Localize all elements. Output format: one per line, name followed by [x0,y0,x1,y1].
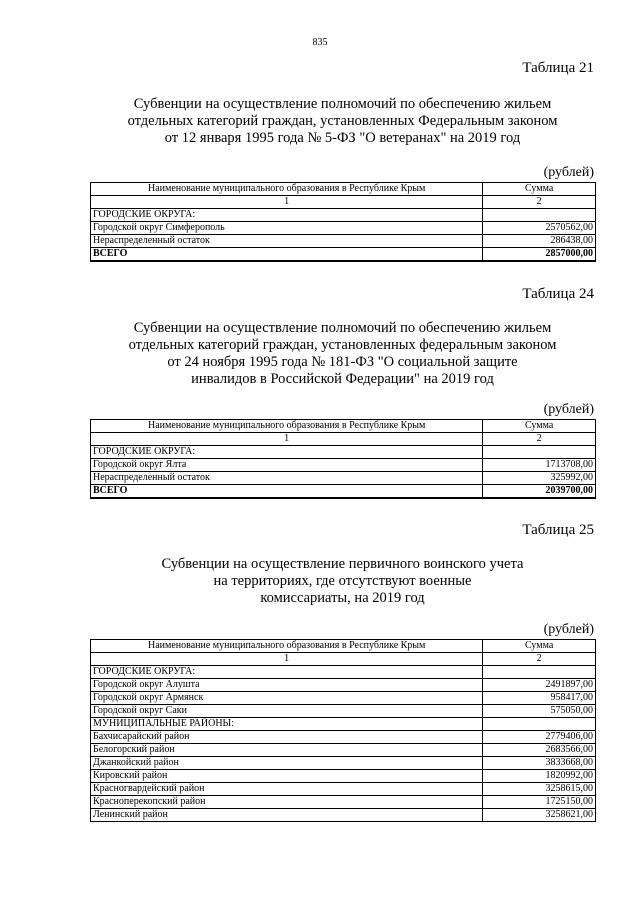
row-name: Кировский район [91,770,483,783]
colnum: 1 [91,653,483,666]
title-line: инвалидов в Российской Федерации" на 2019 год [191,371,494,387]
table-25 [90,639,596,822]
row-value [483,209,596,222]
header-sum: Сумма [483,183,596,196]
table-24-unit: (рублей) [543,402,594,417]
header-name: Наименование муниципального образования в Республике Крым [91,420,483,433]
row-name: Красноперекопский район [91,796,483,809]
row-name: Нераспределенный остаток [91,235,483,248]
title-line: от 12 января 1995 года № 5-ФЗ "О ветеранах" на 2019 год [164,130,521,146]
row-value: 3258621,00 [483,809,596,822]
table-row [91,757,596,770]
table-row [91,692,596,705]
row-value [483,718,596,731]
table-row [91,446,596,459]
row-value: 1725150,00 [483,796,596,809]
table-25-unit: (рублей) [543,622,594,637]
total-row [91,248,596,262]
title-line: отдельных категорий граждан, установленных Федеральным законом [127,113,558,129]
table-21 [90,182,596,262]
title-line: комиссариаты, на 2019 год [260,590,425,606]
row-value: 1820992,00 [483,770,596,783]
row-name: Нераспределенный остаток [91,472,483,485]
row-value: 286438,00 [483,235,596,248]
row-name: МУНИЦИПАЛЬНЫЕ РАЙОНЫ: [91,718,483,731]
table-row [91,459,596,472]
header-name: Наименование муниципального образования в Республике Крым [91,183,483,196]
row-value [483,666,596,679]
row-value: 3258615,00 [483,783,596,796]
table-row [91,209,596,222]
row-name: Городской округ Ялта [91,459,483,472]
table-row [91,731,596,744]
row-value: 2683566,00 [483,744,596,757]
table-row [91,705,596,718]
header-name: Наименование муниципального образования в Республике Крым [91,640,483,653]
title-line: от 24 ноября 1995 года № 181-ФЗ "О социальной защите [167,354,518,370]
colnum: 2 [483,653,596,666]
row-value: 3833668,00 [483,757,596,770]
row-value: 1713708,00 [483,459,596,472]
table-row [91,666,596,679]
table-header-row [91,420,596,433]
table-24 [90,419,596,499]
header-sum: Сумма [483,420,596,433]
colnum: 2 [483,196,596,209]
row-value: 2779406,00 [483,731,596,744]
title-line: Субвенции на осуществление полномочий по обеспечению жильем [133,96,552,112]
row-name: Городской округ Алушта [91,679,483,692]
table-row [91,472,596,485]
column-number-row [91,196,596,209]
total-row [91,485,596,499]
row-name: Городской округ Саки [91,705,483,718]
row-name: Белогорский район [91,744,483,757]
row-name: Городской округ Симферополь [91,222,483,235]
table-row [91,783,596,796]
title-line: отдельных категорий граждан, установленных федеральным законом [128,337,557,353]
header-sum: Сумма [483,640,596,653]
page-number: 835 [312,37,328,48]
row-name: Ленинский район [91,809,483,822]
table-row [91,235,596,248]
colnum: 1 [91,433,483,446]
row-name: Красногвардейский район [91,783,483,796]
table-25-label: Таблица 25 [522,522,594,538]
total-value: 2039700,00 [483,485,596,499]
total-name: ВСЕГО [91,485,483,499]
table-row [91,222,596,235]
table-row [91,809,596,822]
row-name: Бахчисарайский район [91,731,483,744]
table-row [91,679,596,692]
total-name: ВСЕГО [91,248,483,262]
column-number-row [91,433,596,446]
title-line: Субвенции на осуществление полномочий по обеспечению жильем [133,320,552,336]
row-name: ГОРОДСКИЕ ОКРУГА: [91,446,483,459]
colnum: 1 [91,196,483,209]
table-25-title [90,556,595,607]
row-value: 325992,00 [483,472,596,485]
column-number-row [91,653,596,666]
row-value: 958417,00 [483,692,596,705]
row-value [483,446,596,459]
row-value: 2570562,00 [483,222,596,235]
table-header-row [91,183,596,196]
table-row [91,796,596,809]
row-name: Городской округ Армянск [91,692,483,705]
title-line: Субвенции на осуществление первичного воинского учета [161,556,524,572]
row-value: 575050,00 [483,705,596,718]
row-name: Джанкойский район [91,757,483,770]
total-value: 2857000,00 [483,248,596,262]
row-name: ГОРОДСКИЕ ОКРУГА: [91,666,483,679]
table-row [91,770,596,783]
table-row [91,718,596,731]
table-24-title [90,320,595,388]
table-21-unit: (рублей) [543,165,594,180]
table-24-label: Таблица 24 [522,286,594,302]
table-header-row [91,640,596,653]
table-21-label: Таблица 21 [522,60,594,76]
row-value: 2491897,00 [483,679,596,692]
colnum: 2 [483,433,596,446]
table-21-title [90,96,595,147]
row-name: ГОРОДСКИЕ ОКРУГА: [91,209,483,222]
title-line: на территориях, где отсутствуют военные [213,573,472,589]
table-row [91,744,596,757]
